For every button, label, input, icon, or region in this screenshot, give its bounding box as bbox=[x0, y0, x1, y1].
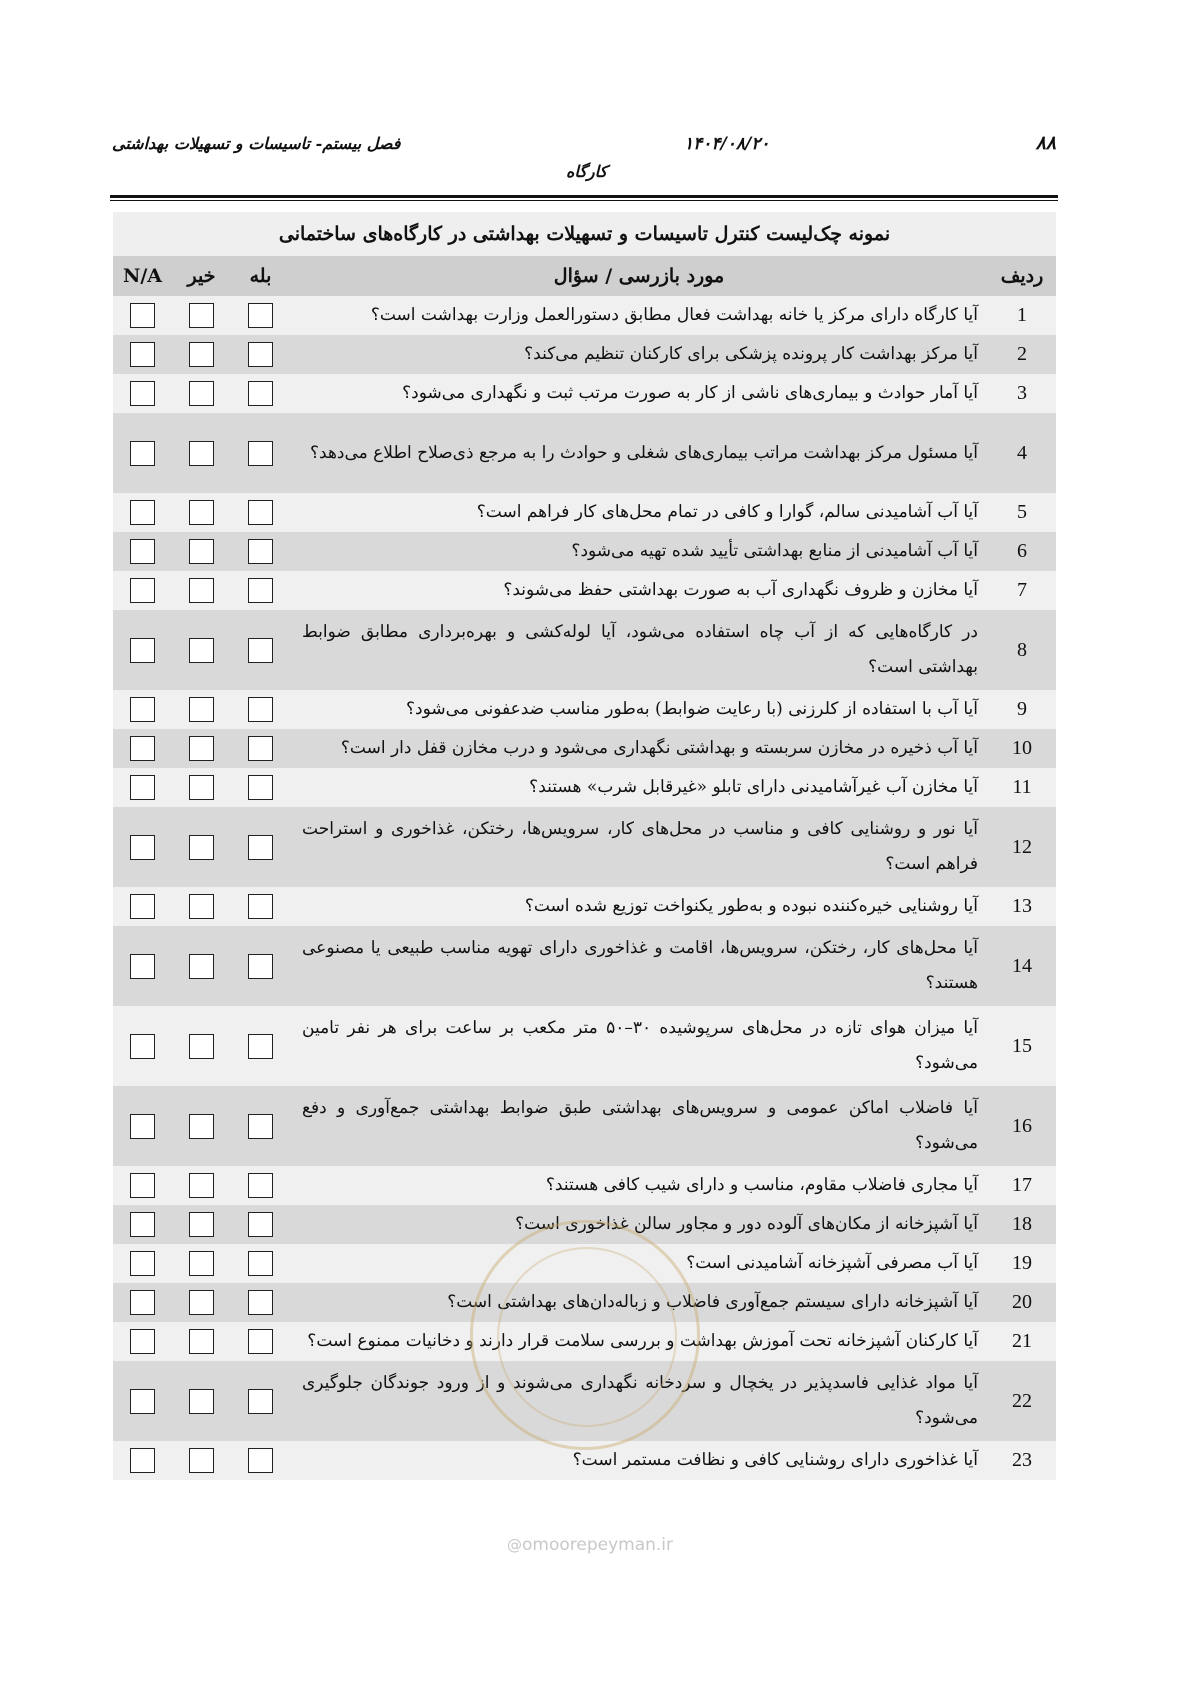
no-cell bbox=[172, 807, 231, 887]
na-cell bbox=[113, 768, 172, 807]
no-cell bbox=[172, 690, 231, 729]
header-rule bbox=[110, 195, 1058, 198]
no-checkbox[interactable] bbox=[189, 1389, 214, 1414]
chapter-title: فصل بیستم- تاسیسات و تسهیلات بهداشتی bbox=[112, 134, 401, 153]
na-checkbox[interactable] bbox=[130, 381, 155, 406]
checklist-table bbox=[113, 212, 1056, 1480]
no-checkbox[interactable] bbox=[189, 578, 214, 603]
na-cell bbox=[113, 729, 172, 768]
row-question: آیا آشپزخانه از مکان‌های آلوده دور و مجاور سالن غذاخوری است؟ bbox=[290, 1205, 988, 1244]
na-cell bbox=[113, 1205, 172, 1244]
no-checkbox[interactable] bbox=[189, 1173, 214, 1198]
yes-cell bbox=[231, 1361, 290, 1441]
yes-cell bbox=[231, 1166, 290, 1205]
no-checkbox[interactable] bbox=[189, 441, 214, 466]
subsection-title: کارگاه bbox=[566, 162, 608, 181]
row-number: 5 bbox=[988, 493, 1056, 532]
yes-checkbox[interactable] bbox=[248, 954, 273, 979]
no-checkbox[interactable] bbox=[189, 1448, 214, 1473]
yes-cell bbox=[231, 296, 290, 335]
yes-checkbox[interactable] bbox=[248, 1448, 273, 1473]
no-checkbox[interactable] bbox=[189, 381, 214, 406]
yes-cell bbox=[231, 768, 290, 807]
no-cell bbox=[172, 1166, 231, 1205]
table-row bbox=[113, 413, 1056, 493]
row-number: 10 bbox=[988, 729, 1056, 768]
na-checkbox[interactable] bbox=[130, 1329, 155, 1354]
na-cell bbox=[113, 335, 172, 374]
table-row bbox=[113, 571, 1056, 610]
row-question: آیا آشپزخانه دارای سیستم جمع‌آوری فاضلاب و زباله‌دان‌های بهداشتی است؟ bbox=[290, 1283, 988, 1322]
row-number: 22 bbox=[988, 1361, 1056, 1441]
table-row bbox=[113, 493, 1056, 532]
na-cell bbox=[113, 1006, 172, 1086]
table-row bbox=[113, 807, 1056, 887]
no-checkbox[interactable] bbox=[189, 1034, 214, 1059]
na-checkbox[interactable] bbox=[130, 775, 155, 800]
na-cell bbox=[113, 1322, 172, 1361]
na-checkbox[interactable] bbox=[130, 342, 155, 367]
table-row bbox=[113, 1244, 1056, 1283]
yes-cell bbox=[231, 1244, 290, 1283]
yes-cell bbox=[231, 1006, 290, 1086]
na-checkbox[interactable] bbox=[130, 1448, 155, 1473]
row-number: 1 bbox=[988, 296, 1056, 335]
website-watermark bbox=[470, 1535, 710, 1555]
table-row bbox=[113, 1205, 1056, 1244]
na-checkbox[interactable] bbox=[130, 1114, 155, 1139]
yes-cell bbox=[231, 926, 290, 1006]
table-row bbox=[113, 1322, 1056, 1361]
no-checkbox[interactable] bbox=[189, 303, 214, 328]
yes-checkbox[interactable] bbox=[248, 578, 273, 603]
table-row bbox=[113, 374, 1056, 413]
yes-cell bbox=[231, 729, 290, 768]
yes-checkbox[interactable] bbox=[248, 381, 273, 406]
no-cell bbox=[172, 768, 231, 807]
na-cell bbox=[113, 1166, 172, 1205]
yes-checkbox[interactable] bbox=[248, 1329, 273, 1354]
page-number: ۸۸ bbox=[1035, 132, 1056, 154]
no-cell bbox=[172, 532, 231, 571]
na-cell bbox=[113, 571, 172, 610]
na-cell bbox=[113, 296, 172, 335]
yes-checkbox[interactable] bbox=[248, 1173, 273, 1198]
row-question: آیا مخازن آب غیرآشامیدنی دارای تابلو «غیرقابل شرب» هستند؟ bbox=[290, 768, 988, 807]
no-cell bbox=[172, 1441, 231, 1480]
no-cell bbox=[172, 1244, 231, 1283]
na-cell bbox=[113, 1086, 172, 1166]
yes-checkbox[interactable] bbox=[248, 539, 273, 564]
no-checkbox[interactable] bbox=[189, 539, 214, 564]
table-row bbox=[113, 768, 1056, 807]
row-number: 18 bbox=[988, 1205, 1056, 1244]
yes-checkbox[interactable] bbox=[248, 1114, 273, 1139]
row-number: 6 bbox=[988, 532, 1056, 571]
no-checkbox[interactable] bbox=[189, 1212, 214, 1237]
no-checkbox[interactable] bbox=[189, 342, 214, 367]
row-question: آیا مجاری فاضلاب مقاوم، مناسب و دارای شیب کافی هستند؟ bbox=[290, 1166, 988, 1205]
na-checkbox[interactable] bbox=[130, 835, 155, 860]
row-number: 16 bbox=[988, 1086, 1056, 1166]
na-cell bbox=[113, 1283, 172, 1322]
row-number: 12 bbox=[988, 807, 1056, 887]
no-cell bbox=[172, 493, 231, 532]
row-number: 20 bbox=[988, 1283, 1056, 1322]
yes-cell bbox=[231, 1441, 290, 1480]
yes-cell bbox=[231, 1086, 290, 1166]
table-row bbox=[113, 690, 1056, 729]
column-header-no: خیر bbox=[172, 256, 231, 296]
no-cell bbox=[172, 887, 231, 926]
na-cell bbox=[113, 1361, 172, 1441]
table-row bbox=[113, 1166, 1056, 1205]
na-cell bbox=[113, 887, 172, 926]
no-checkbox[interactable] bbox=[189, 835, 214, 860]
header-rule-thin bbox=[110, 200, 1058, 201]
no-checkbox[interactable] bbox=[189, 1329, 214, 1354]
row-number: 7 bbox=[988, 571, 1056, 610]
yes-checkbox[interactable] bbox=[248, 441, 273, 466]
header-date: ۱۴۰۴/۰۸/۲۰ bbox=[684, 134, 770, 154]
row-question: آیا آب با استفاده از کلرزنی (با رعایت ضوابط) به‌طور مناسب ضدعفونی می‌شود؟ bbox=[290, 690, 988, 729]
table-row bbox=[113, 532, 1056, 571]
yes-cell bbox=[231, 610, 290, 690]
na-cell bbox=[113, 690, 172, 729]
na-cell bbox=[113, 493, 172, 532]
no-checkbox[interactable] bbox=[189, 500, 214, 525]
row-number: 2 bbox=[988, 335, 1056, 374]
yes-cell bbox=[231, 1283, 290, 1322]
row-number: 23 bbox=[988, 1441, 1056, 1480]
row-number: 11 bbox=[988, 768, 1056, 807]
row-question: آیا مسئول مرکز بهداشت مراتب بیماری‌های شغلی و حوادث را به مرجع ذی‌صلاح اطلاع می‌دهد؟ bbox=[290, 413, 988, 493]
row-number: 17 bbox=[988, 1166, 1056, 1205]
no-cell bbox=[172, 1086, 231, 1166]
na-checkbox[interactable] bbox=[130, 500, 155, 525]
column-header-yes: بله bbox=[231, 256, 290, 296]
yes-checkbox[interactable] bbox=[248, 638, 273, 663]
column-header-num: ردیف bbox=[988, 256, 1056, 296]
yes-cell bbox=[231, 807, 290, 887]
na-checkbox[interactable] bbox=[130, 1389, 155, 1414]
table-row bbox=[113, 1283, 1056, 1322]
no-checkbox[interactable] bbox=[189, 1251, 214, 1276]
no-checkbox[interactable] bbox=[189, 954, 214, 979]
na-checkbox[interactable] bbox=[130, 894, 155, 919]
na-cell bbox=[113, 807, 172, 887]
yes-cell bbox=[231, 1205, 290, 1244]
page-header bbox=[110, 128, 1058, 188]
row-number: 9 bbox=[988, 690, 1056, 729]
na-checkbox[interactable] bbox=[130, 1251, 155, 1276]
row-question: آیا فاضلاب اماکن عمومی و سرویس‌های بهداشتی طبق ضوابط بهداشتی جمع‌آوری و دفع می‌شود؟ bbox=[290, 1086, 988, 1166]
row-question: آیا کارکنان آشپزخانه تحت آموزش بهداشت و بررسی سلامت قرار دارند و دخانیات ممنوع است؟ bbox=[290, 1322, 988, 1361]
na-cell bbox=[113, 532, 172, 571]
row-question: آیا نور و روشنایی کافی و مناسب در محل‌های کار، سرویس‌ها، رختکن، غذاخوری و استراحت فراهم است؟ bbox=[290, 807, 988, 887]
website-text: omoorepeyman.ir bbox=[521, 1535, 674, 1555]
row-question: آیا میزان هوای تازه در محل‌های سرپوشیده ۳۰–۵۰ متر مکعب بر ساعت برای هر نفر تامین می‌شود؟ bbox=[290, 1006, 988, 1086]
yes-checkbox[interactable] bbox=[248, 697, 273, 722]
no-checkbox[interactable] bbox=[189, 775, 214, 800]
no-cell bbox=[172, 571, 231, 610]
row-question: آیا روشنایی خیره‌کننده نبوده و به‌طور یکنواخت توزیع شده است؟ bbox=[290, 887, 988, 926]
at-icon: @ bbox=[506, 1536, 522, 1554]
row-number: 15 bbox=[988, 1006, 1056, 1086]
row-question: آیا آب ذخیره در مخازن سربسته و بهداشتی نگهداری می‌شود و درب مخازن قفل دار است؟ bbox=[290, 729, 988, 768]
na-checkbox[interactable] bbox=[130, 697, 155, 722]
row-number: 13 bbox=[988, 887, 1056, 926]
no-cell bbox=[172, 1006, 231, 1086]
no-checkbox[interactable] bbox=[189, 894, 214, 919]
row-question: آیا غذاخوری دارای روشنایی کافی و نظافت مستمر است؟ bbox=[290, 1441, 988, 1480]
yes-cell bbox=[231, 335, 290, 374]
yes-cell bbox=[231, 1322, 290, 1361]
no-checkbox[interactable] bbox=[189, 1290, 214, 1315]
table-row bbox=[113, 1086, 1056, 1166]
row-number: 3 bbox=[988, 374, 1056, 413]
no-cell bbox=[172, 1205, 231, 1244]
row-number: 4 bbox=[988, 413, 1056, 493]
na-checkbox[interactable] bbox=[130, 1173, 155, 1198]
yes-checkbox[interactable] bbox=[248, 1389, 273, 1414]
na-checkbox[interactable] bbox=[130, 1290, 155, 1315]
na-cell bbox=[113, 1441, 172, 1480]
no-checkbox[interactable] bbox=[189, 1114, 214, 1139]
row-number: 14 bbox=[988, 926, 1056, 1006]
na-checkbox[interactable] bbox=[130, 1034, 155, 1059]
na-cell bbox=[113, 374, 172, 413]
table-row bbox=[113, 1006, 1056, 1086]
no-cell bbox=[172, 374, 231, 413]
yes-checkbox[interactable] bbox=[248, 894, 273, 919]
yes-cell bbox=[231, 374, 290, 413]
table-row bbox=[113, 296, 1056, 335]
no-cell bbox=[172, 1283, 231, 1322]
no-checkbox[interactable] bbox=[189, 638, 214, 663]
row-number: 8 bbox=[988, 610, 1056, 690]
table-row bbox=[113, 887, 1056, 926]
na-checkbox[interactable] bbox=[130, 1212, 155, 1237]
row-question: آیا آب آشامیدنی از منابع بهداشتی تأیید شده تهیه می‌شود؟ bbox=[290, 532, 988, 571]
yes-checkbox[interactable] bbox=[248, 303, 273, 328]
no-cell bbox=[172, 1322, 231, 1361]
yes-checkbox[interactable] bbox=[248, 736, 273, 761]
row-question: آیا آمار حوادث و بیماری‌های ناشی از کار به صورت مرتب ثبت و نگهداری می‌شود؟ bbox=[290, 374, 988, 413]
table-row bbox=[113, 610, 1056, 690]
table-row bbox=[113, 335, 1056, 374]
yes-checkbox[interactable] bbox=[248, 342, 273, 367]
table-header-row bbox=[113, 256, 1056, 296]
no-cell bbox=[172, 729, 231, 768]
yes-cell bbox=[231, 571, 290, 610]
na-cell bbox=[113, 926, 172, 1006]
no-cell bbox=[172, 926, 231, 1006]
row-question: در کارگاه‌هایی که از آب چاه استفاده می‌شود، آیا لوله‌کشی و بهره‌برداری مطابق ضوابط بهداشتی است؟ bbox=[290, 610, 988, 690]
table-title: نمونه چک‌لیست کنترل تاسیسات و تسهیلات بهداشتی در کارگاه‌های ساختمانی bbox=[113, 212, 1056, 256]
yes-checkbox[interactable] bbox=[248, 835, 273, 860]
column-header-na: N/A bbox=[113, 256, 172, 296]
no-cell bbox=[172, 610, 231, 690]
na-checkbox[interactable] bbox=[130, 578, 155, 603]
column-header-question: مورد بازرسی / سؤال bbox=[290, 256, 988, 296]
na-cell bbox=[113, 413, 172, 493]
yes-cell bbox=[231, 887, 290, 926]
no-cell bbox=[172, 1361, 231, 1441]
yes-checkbox[interactable] bbox=[248, 1034, 273, 1059]
yes-cell bbox=[231, 493, 290, 532]
na-checkbox[interactable] bbox=[130, 954, 155, 979]
na-checkbox[interactable] bbox=[130, 638, 155, 663]
row-number: 21 bbox=[988, 1322, 1056, 1361]
row-question: آیا محل‌های کار، رختکن، سرویس‌ها، اقامت و غذاخوری دارای تهویه مناسب طبیعی یا مصنوعی هستند؟ bbox=[290, 926, 988, 1006]
yes-checkbox[interactable] bbox=[248, 1251, 273, 1276]
row-question: آیا مخازن و ظروف نگهداری آب به صورت بهداشتی حفظ می‌شوند؟ bbox=[290, 571, 988, 610]
table-row bbox=[113, 1361, 1056, 1441]
row-question: آیا کارگاه دارای مرکز یا خانه بهداشت فعال مطابق دستورالعمل وزارت بهداشت است؟ bbox=[290, 296, 988, 335]
row-question: آیا مرکز بهداشت کار پرونده پزشکی برای کارکنان تنظیم می‌کند؟ bbox=[290, 335, 988, 374]
na-checkbox[interactable] bbox=[130, 539, 155, 564]
no-checkbox[interactable] bbox=[189, 736, 214, 761]
table-row bbox=[113, 729, 1056, 768]
table-title-row bbox=[113, 212, 1056, 256]
no-checkbox[interactable] bbox=[189, 697, 214, 722]
na-checkbox[interactable] bbox=[130, 441, 155, 466]
yes-checkbox[interactable] bbox=[248, 1212, 273, 1237]
yes-checkbox[interactable] bbox=[248, 500, 273, 525]
na-cell bbox=[113, 1244, 172, 1283]
na-cell bbox=[113, 610, 172, 690]
yes-checkbox[interactable] bbox=[248, 1290, 273, 1315]
row-number: 19 bbox=[988, 1244, 1056, 1283]
row-question: آیا آب آشامیدنی سالم، گوارا و کافی در تمام محل‌های کار فراهم است؟ bbox=[290, 493, 988, 532]
yes-checkbox[interactable] bbox=[248, 775, 273, 800]
table-row bbox=[113, 1441, 1056, 1480]
no-cell bbox=[172, 335, 231, 374]
no-cell bbox=[172, 296, 231, 335]
na-checkbox[interactable] bbox=[130, 303, 155, 328]
row-question: آیا مواد غذایی فاسدپذیر در یخچال و سردخانه نگهداری می‌شوند و از ورود جوندگان جلوگیری می‌شود؟ bbox=[290, 1361, 988, 1441]
table-row bbox=[113, 926, 1056, 1006]
na-checkbox[interactable] bbox=[130, 736, 155, 761]
no-cell bbox=[172, 413, 231, 493]
yes-cell bbox=[231, 532, 290, 571]
yes-cell bbox=[231, 413, 290, 493]
row-question: آیا آب مصرفی آشپزخانه آشامیدنی است؟ bbox=[290, 1244, 988, 1283]
yes-cell bbox=[231, 690, 290, 729]
